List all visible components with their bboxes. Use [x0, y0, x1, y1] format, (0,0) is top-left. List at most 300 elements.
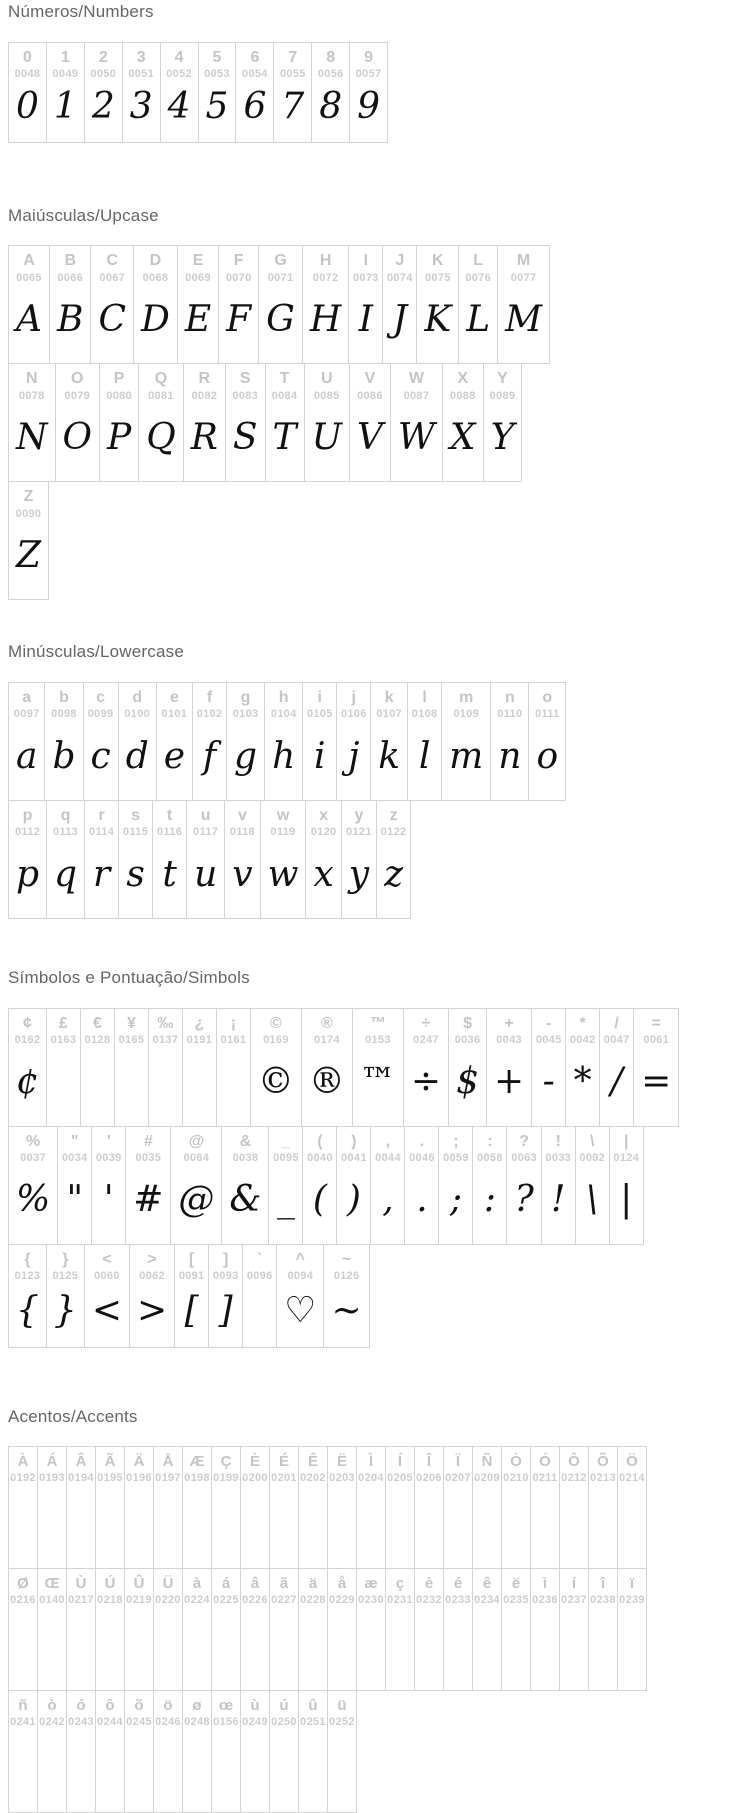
cell-code: 0235: [503, 1593, 529, 1606]
cell-glyph: [256, 1284, 264, 1347]
cell-glyph: ÷: [410, 1061, 442, 1103]
cell-character: œ: [218, 1697, 234, 1715]
cell-glyph: [251, 1730, 259, 1813]
cell-character: <: [102, 1250, 112, 1268]
glyph-cell-0037: [8, 1126, 58, 1245]
cell-character: n: [504, 689, 515, 707]
cell-code: 0197: [155, 1471, 181, 1484]
glyph-cell-0169: [250, 1008, 302, 1127]
cell-character: ?: [519, 1132, 529, 1150]
cell-glyph: <: [91, 1289, 122, 1331]
section-title: Minúsculas/Lowercase: [8, 642, 184, 662]
cell-glyph: s: [126, 853, 145, 895]
glyph-cell-0063: [506, 1126, 541, 1245]
glyph-cell-0094: [276, 1244, 324, 1348]
cell-glyph: v: [232, 853, 253, 895]
cell-code: 0044: [375, 1152, 401, 1165]
glyph-cell-0140: [37, 1568, 67, 1691]
cell-character: Ê: [307, 1453, 318, 1471]
cell-glyph: o: [536, 735, 559, 777]
cell-character: j: [351, 689, 356, 707]
glyph-cell-0103: [226, 682, 265, 801]
cell-code: 0156: [213, 1715, 239, 1728]
cell-code: 0089: [489, 389, 516, 402]
cell-glyph: E: [184, 298, 212, 340]
section-uppercase: [8, 207, 722, 601]
cell-code: 0117: [193, 826, 219, 839]
cell-glyph: O: [62, 416, 93, 458]
glyph-cell-0128: [80, 1008, 115, 1127]
cell-code: 0115: [123, 826, 149, 839]
cell-glyph: [19, 1486, 27, 1569]
cell-code: 0219: [126, 1593, 152, 1606]
cell-glyph: [628, 1608, 636, 1691]
glyph-cell-0233: [443, 1568, 473, 1691]
cell-character: ': [106, 1132, 111, 1150]
cell-glyph: ": [66, 1179, 83, 1221]
glyph-cell-0122: [376, 800, 411, 919]
cell-glyph: [251, 1486, 259, 1569]
glyph-cell-0033: [541, 1126, 576, 1245]
cell-glyph: -: [542, 1061, 555, 1103]
section-title: Símbolos e Pontuação/Simbols: [8, 968, 250, 988]
cell-character: â: [250, 1575, 260, 1593]
cell-character: Ç: [220, 1453, 232, 1471]
cell-character: K: [432, 252, 444, 270]
glyph-cell-0125: [46, 1244, 85, 1348]
glyph-cell-0236: [530, 1568, 560, 1691]
cell-code: 0082: [191, 389, 218, 402]
cell-character: Ô: [568, 1453, 580, 1471]
glyph-cell-0110: [490, 682, 529, 801]
glyph-cell-0093: [208, 1244, 243, 1348]
glyph-cell-0219: [124, 1568, 154, 1691]
cell-character: ø: [192, 1697, 202, 1715]
cell-code: 0242: [39, 1715, 65, 1728]
cell-glyph: ,: [382, 1179, 394, 1221]
glyph-cell-0054: [235, 42, 274, 143]
cell-character: :: [487, 1132, 493, 1150]
cell-character: í: [571, 1575, 577, 1593]
glyph-cell-0244: [95, 1690, 125, 1813]
cell-code: 0196: [126, 1471, 152, 1484]
cell-code: 0193: [39, 1471, 65, 1484]
cell-character: Ä: [133, 1453, 145, 1471]
glyph-cell-0088: [442, 363, 484, 482]
glyph-cell-0089: [483, 363, 523, 482]
glyph-cell-0231: [385, 1568, 415, 1691]
cell-character: g: [240, 689, 251, 707]
cell-glyph: b: [52, 735, 76, 777]
glyph-cell-0102: [192, 682, 227, 801]
glyph-cell-0112: [8, 800, 47, 919]
cell-code: 0243: [68, 1715, 94, 1728]
cell-character: %: [25, 1132, 41, 1150]
cell-glyph: /: [610, 1061, 623, 1103]
glyph-cell-0174: [301, 1008, 353, 1127]
cell-glyph: 5: [205, 86, 229, 128]
cell-character: Õ: [597, 1453, 609, 1471]
cell-character: H: [319, 252, 332, 270]
glyph-row: [8, 245, 550, 364]
cell-code: 0072: [312, 271, 339, 284]
cell-character: Œ: [44, 1575, 60, 1593]
glyph-cell-0050: [84, 42, 123, 143]
cell-code: 0140: [39, 1593, 65, 1606]
cell-code: 0071: [267, 271, 294, 284]
glyph-cell-0249: [240, 1690, 270, 1813]
cell-code: 0093: [212, 1270, 239, 1283]
cell-glyph: N: [16, 416, 48, 458]
cell-code: 0109: [453, 708, 480, 721]
cell-glyph: I: [358, 298, 373, 340]
cell-glyph: [106, 1608, 114, 1691]
glyph-cell-0201: [269, 1446, 299, 1569]
cell-code: 0106: [340, 708, 367, 721]
cell-character: x: [319, 807, 329, 825]
cell-glyph: {: [16, 1289, 39, 1331]
glyph-cell-0062: [129, 1244, 175, 1348]
cell-character: s: [131, 807, 141, 825]
cell-character: æ: [364, 1575, 378, 1593]
glyph-cell-0234: [472, 1568, 502, 1691]
cell-code: 0199: [213, 1471, 239, 1484]
cell-code: 0099: [87, 708, 114, 721]
glyph-cell-0071: [258, 245, 303, 364]
glyph-cell-0036: [448, 1008, 487, 1127]
cell-glyph: [454, 1608, 462, 1691]
cell-glyph: [512, 1486, 520, 1569]
cell-code: 0249: [242, 1715, 268, 1728]
cell-code: 0228: [300, 1593, 326, 1606]
cell-character: q: [60, 807, 71, 825]
glyph-cell-0081: [138, 363, 184, 482]
cell-glyph: p: [16, 853, 40, 895]
glyph-cell-0197: [153, 1446, 183, 1569]
glyph-cell-0108: [407, 682, 442, 801]
cell-character: B: [64, 252, 77, 270]
cell-glyph: [280, 1730, 288, 1813]
glyph-cell-0193: [37, 1446, 67, 1569]
glyph-cell-0078: [8, 363, 56, 482]
glyph-cell-0218: [95, 1568, 125, 1691]
cell-glyph: G: [266, 298, 295, 340]
cell-character: Ö: [626, 1453, 638, 1471]
glyph-row: [8, 800, 411, 919]
cell-character: i: [317, 689, 322, 707]
cell-code: 0051: [128, 68, 154, 81]
cell-code: 0126: [333, 1270, 360, 1283]
cell-character: e: [169, 689, 179, 707]
cell-character: ñ: [18, 1697, 28, 1715]
section-numbers: [8, 3, 722, 143]
glyph-cell-0055: [273, 42, 312, 143]
cell-code: 0068: [142, 271, 169, 284]
cell-glyph: w: [267, 853, 299, 895]
cell-character: 5: [212, 48, 222, 66]
glyph-row: [8, 42, 388, 143]
cell-glyph: [222, 1608, 230, 1691]
glyph-cell-0077: [497, 245, 550, 364]
cell-character: !: [555, 1132, 561, 1150]
cell-character: 2: [98, 48, 108, 66]
cell-glyph: C: [98, 298, 127, 340]
cell-character: |: [624, 1132, 629, 1150]
cell-code: 0125: [52, 1270, 79, 1283]
cell-glyph: >: [136, 1289, 168, 1331]
glyph-cell-0123: [8, 1244, 47, 1348]
cell-code: 0191: [186, 1034, 213, 1047]
cell-code: 0077: [510, 271, 537, 284]
glyph-cell-0058: [472, 1126, 507, 1245]
cell-glyph: B: [57, 298, 84, 340]
cell-character: >: [147, 1250, 157, 1268]
glyph-cell-0085: [304, 363, 350, 482]
cell-character: ‰: [157, 1014, 174, 1032]
cell-character: 3: [136, 48, 146, 66]
cell-code: 0088: [449, 389, 476, 402]
glyph-cell-0106: [336, 682, 371, 801]
glyph-cell-0198: [182, 1446, 212, 1569]
cell-character: Ü: [162, 1575, 174, 1593]
cell-character: ¿: [194, 1014, 205, 1032]
cell-glyph: [570, 1486, 578, 1569]
cell-code: 0092: [579, 1152, 606, 1165]
cell-glyph: =: [641, 1061, 672, 1103]
cell-code: 0039: [95, 1152, 122, 1165]
cell-glyph: a: [16, 735, 38, 777]
cell-glyph: H: [309, 298, 342, 340]
cell-character: r: [98, 807, 105, 825]
glyph-cell-0097: [8, 682, 45, 801]
cell-code: 0067: [99, 271, 126, 284]
glyph-cell-0247: [403, 1008, 449, 1127]
glyph-cell-0243: [66, 1690, 96, 1813]
glyph-cell-0042: [565, 1008, 600, 1127]
cell-character: k: [384, 689, 394, 707]
cell-character: ã: [279, 1575, 289, 1593]
cell-glyph: [127, 1048, 135, 1126]
cell-code: 0169: [263, 1034, 289, 1047]
cell-code: 0239: [619, 1593, 645, 1606]
cell-glyph: x: [313, 853, 334, 895]
cell-glyph: u: [194, 853, 218, 895]
glyph-cell-0114: [84, 800, 119, 919]
cell-glyph: ♡: [284, 1289, 317, 1331]
cell-character: ): [351, 1132, 357, 1150]
cell-code: 0233: [445, 1593, 471, 1606]
cell-code: 0112: [14, 826, 41, 839]
cell-glyph: L: [466, 298, 491, 340]
glyph-cell-0246: [153, 1690, 183, 1813]
cell-glyph: X: [449, 416, 476, 458]
cell-character: Â: [75, 1453, 87, 1471]
cell-glyph: i: [314, 735, 326, 777]
glyph-cell-0072: [302, 245, 349, 364]
glyph-cell-0049: [46, 42, 85, 143]
glyph-cell-0124: [609, 1126, 644, 1245]
cell-code: 0034: [61, 1152, 88, 1165]
cell-character: P: [113, 370, 125, 388]
cell-code: 0212: [561, 1471, 587, 1484]
cell-character: V: [364, 370, 376, 388]
cell-character: C: [106, 252, 119, 270]
cell-glyph: f: [202, 735, 217, 777]
cell-character: á: [221, 1575, 231, 1593]
cell-code: 0245: [126, 1715, 152, 1728]
glyph-grid: [8, 1446, 722, 1813]
cell-glyph: [309, 1608, 317, 1691]
cell-character: Q: [154, 370, 168, 388]
cell-code: 0227: [271, 1593, 297, 1606]
cell-character: å: [337, 1575, 347, 1593]
glyph-grid: [8, 1008, 722, 1348]
cell-character: õ: [134, 1697, 144, 1715]
cell-glyph: ': [103, 1179, 114, 1221]
cell-character: 0: [23, 48, 32, 66]
glyph-cell-0098: [44, 682, 83, 801]
glyph-cell-0104: [264, 682, 303, 801]
cell-character: Ï: [455, 1453, 461, 1471]
glyph-cell-0227: [269, 1568, 299, 1691]
cell-glyph: [59, 1048, 67, 1126]
glyph-cell-0250: [269, 1690, 299, 1813]
cell-code: 0119: [270, 826, 296, 839]
glyph-cell-0040: [302, 1126, 337, 1245]
cell-character: +: [504, 1014, 514, 1032]
cell-glyph: R: [190, 416, 218, 458]
cell-code: 0250: [271, 1715, 297, 1728]
cell-code: 0094: [287, 1270, 314, 1283]
cell-glyph: m: [449, 735, 484, 777]
cell-character: ©: [270, 1014, 282, 1032]
cell-glyph: [106, 1486, 114, 1569]
glyph-row: [8, 481, 49, 600]
cell-code: 0230: [358, 1593, 384, 1606]
cell-code: 0192: [10, 1471, 36, 1484]
cell-character: /: [614, 1014, 619, 1032]
cell-character: N: [25, 370, 38, 388]
cell-character: ó: [76, 1697, 86, 1715]
cell-character: _: [281, 1132, 291, 1150]
glyph-cell-0061: [633, 1008, 679, 1127]
cell-code: 0153: [365, 1034, 391, 1047]
cell-code: 0073: [352, 271, 379, 284]
cell-code: 0174: [314, 1034, 340, 1047]
cell-code: 0050: [90, 68, 117, 81]
glyph-cell-0204: [356, 1446, 386, 1569]
cell-glyph: (: [312, 1179, 327, 1221]
glyph-cell-0064: [170, 1126, 222, 1245]
cell-code: 0033: [545, 1152, 572, 1165]
glyph-cell-0115: [118, 800, 153, 919]
cell-character: 4: [174, 48, 184, 66]
glyph-cell-0217: [66, 1568, 96, 1691]
cell-glyph: [309, 1730, 317, 1813]
cell-character: ÷: [421, 1014, 431, 1032]
cell-character: T: [279, 370, 290, 388]
cell-character: \: [590, 1132, 595, 1150]
glyph-cell-0043: [486, 1008, 532, 1127]
cell-character: ]: [222, 1250, 229, 1268]
cell-code: 0079: [64, 389, 91, 402]
cell-code: 0108: [411, 708, 438, 721]
glyph-cell-0117: [186, 800, 225, 919]
cell-character: J: [395, 252, 405, 270]
cell-character: L: [473, 252, 484, 270]
glyph-cell-0082: [183, 363, 226, 482]
glyph-cell-0211: [530, 1446, 560, 1569]
glyph-cell-0245: [124, 1690, 154, 1813]
cell-code: 0036: [454, 1034, 481, 1047]
cell-character: ö: [163, 1697, 173, 1715]
cell-code: 0038: [232, 1152, 259, 1165]
cell-glyph: [193, 1486, 201, 1569]
glyph-cell-0228: [298, 1568, 328, 1691]
cell-character: Á: [46, 1453, 58, 1471]
cell-glyph: W: [397, 416, 435, 458]
cell-code: 0062: [139, 1270, 165, 1283]
cell-character: È: [249, 1453, 260, 1471]
glyph-cell-0200: [240, 1446, 270, 1569]
cell-code: 0047: [603, 1034, 630, 1047]
cell-character: ô: [105, 1697, 115, 1715]
glyph-cell-0226: [240, 1568, 270, 1691]
glyph-cell-0095: [268, 1126, 303, 1245]
cell-character: Ò: [510, 1453, 522, 1471]
cell-character: p: [22, 807, 33, 825]
cell-character: X: [457, 370, 469, 388]
cell-character: Û: [133, 1575, 145, 1593]
cell-code: 0248: [184, 1715, 210, 1728]
glyph-cell-0118: [224, 800, 260, 919]
cell-character: (: [317, 1132, 323, 1150]
cell-character: Î: [426, 1453, 432, 1471]
cell-glyph: [19, 1730, 27, 1813]
cell-glyph: U: [311, 416, 342, 458]
glyph-cell-0079: [55, 363, 101, 482]
cell-character: ê: [482, 1575, 492, 1593]
glyph-cell-0073: [348, 245, 383, 364]
cell-glyph: [106, 1730, 114, 1813]
cell-character: ¡: [230, 1014, 237, 1032]
cell-glyph: e: [163, 735, 186, 777]
cell-glyph: [599, 1608, 607, 1691]
cell-character: Ó: [539, 1453, 551, 1471]
cell-character: d: [132, 689, 143, 707]
cell-glyph: ™: [359, 1061, 396, 1103]
glyph-cell-0056: [311, 42, 350, 143]
cell-character: î: [600, 1575, 606, 1593]
glyph-cell-0153: [352, 1008, 404, 1127]
cell-code: 0060: [94, 1270, 120, 1283]
cell-character: ë: [511, 1575, 521, 1593]
cell-code: 0111: [535, 708, 560, 721]
cell-code: 0214: [619, 1471, 645, 1484]
glyph-cell-0113: [46, 800, 85, 919]
cell-glyph: [599, 1486, 607, 1569]
glyph-row: [8, 1008, 679, 1127]
cell-glyph: ]: [218, 1289, 233, 1331]
glyph-cell-0213: [588, 1446, 618, 1569]
cell-character: è: [424, 1575, 434, 1593]
cell-glyph: n: [498, 735, 522, 777]
cell-code: 0216: [10, 1593, 36, 1606]
cell-glyph: [454, 1486, 462, 1569]
cell-character: ü: [337, 1697, 347, 1715]
cell-code: 0056: [317, 68, 344, 81]
cell-character: ä: [308, 1575, 318, 1593]
